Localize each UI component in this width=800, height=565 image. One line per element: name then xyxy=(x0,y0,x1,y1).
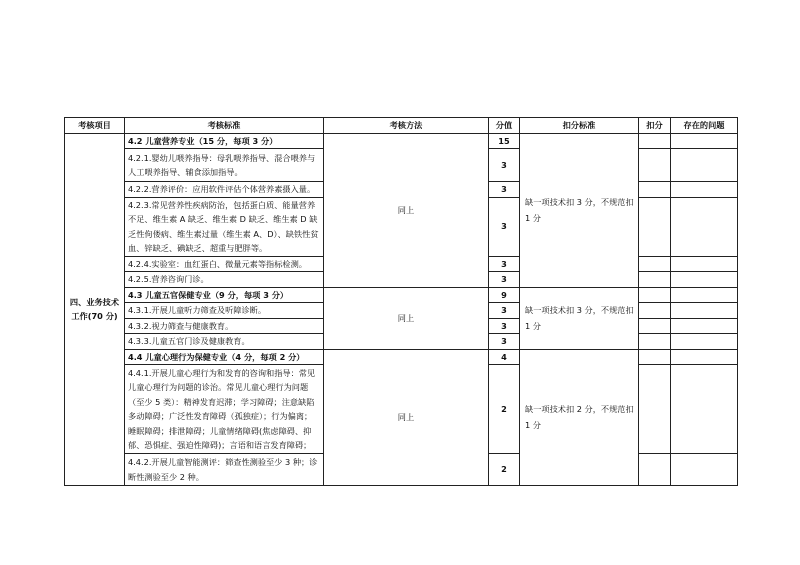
score-cell: 3 xyxy=(489,256,520,272)
category-cell: 四、业务技术工作(70 分) xyxy=(65,133,125,486)
issues-cell[interactable] xyxy=(671,318,738,334)
deduction-rule-cell: 缺一项技术扣 3 分，不规范扣 1 分 xyxy=(520,133,639,287)
deduction-cell[interactable] xyxy=(639,182,671,198)
item-text: 4.2.3.常见营养性疾病防治，包括蛋白质、能量营养不足、维生素 A 缺乏、维生素 D 缺乏、维生素 D 缺乏性佝偻病、维生素过量（维生素 A、D）、缺铁性贫血、锌缺乏、碘缺乏、超重与肥胖等。 xyxy=(125,197,324,256)
item-text: 4.3.2.视力筛查与健康教育。 xyxy=(125,318,324,334)
issues-cell[interactable] xyxy=(671,365,738,454)
score-cell: 3 xyxy=(489,272,520,288)
score-cell: 2 xyxy=(489,454,520,486)
deduction-rule-cell: 缺一项技术扣 3 分，不规范扣 1 分 xyxy=(520,287,639,349)
score-cell: 15 xyxy=(489,133,520,149)
col-header-item: 考核项目 xyxy=(65,118,125,134)
score-cell: 2 xyxy=(489,365,520,454)
col-header-deduction-rule: 扣分标准 xyxy=(520,118,639,134)
item-text: 4.3.1.开展儿童听力筛查及听障诊断。 xyxy=(125,303,324,319)
method-cell: 同上 xyxy=(324,287,489,349)
deduction-cell[interactable] xyxy=(639,349,671,365)
section-head: 4.3 儿童五官保健专业（9 分，每项 3 分） xyxy=(125,287,324,303)
issues-cell[interactable] xyxy=(671,197,738,256)
score-cell: 3 xyxy=(489,149,520,182)
issues-cell[interactable] xyxy=(671,272,738,288)
table-row xyxy=(65,349,738,365)
item-text: 4.2.5.营养咨询门诊。 xyxy=(125,272,324,288)
table-row xyxy=(65,133,738,149)
assessment-table xyxy=(64,117,738,486)
score-cell: 3 xyxy=(489,182,520,198)
deduction-cell[interactable] xyxy=(639,318,671,334)
deduction-cell[interactable] xyxy=(639,303,671,319)
item-text: 4.2.2.营养评价：应用软件评估个体营养素摄入量。 xyxy=(125,182,324,198)
issues-cell[interactable] xyxy=(671,149,738,182)
col-header-deduction: 扣分 xyxy=(639,118,671,134)
section-head: 4.2 儿童营养专业（15 分，每项 3 分） xyxy=(125,133,324,149)
item-text: 4.2.1.婴幼儿喂养指导：母乳喂养指导、混合喂养与人工喂养指导、辅食添加指导。 xyxy=(125,149,324,182)
item-text: 4.4.1.开展儿童心理行为和发育的咨询和指导：常见儿童心理行为问题的诊治。常见儿童心理行为问题（至少 5 类）：精神发育迟滞；学习障碍；注意缺陷多动障碍；广泛性发育障碍（孤独症）；行为偏离；睡眠障碍；排泄障碍；儿童情绪障碍(焦虑障碍、抑郁、恐惧症、强迫性障碍)；言语和语言发育障碍； xyxy=(125,365,324,454)
deduction-cell[interactable] xyxy=(639,365,671,454)
col-header-score: 分值 xyxy=(489,118,520,134)
col-header-method: 考核方法 xyxy=(324,118,489,134)
score-cell: 9 xyxy=(489,287,520,303)
deduction-cell[interactable] xyxy=(639,272,671,288)
method-cell: 同上 xyxy=(324,133,489,287)
header-row xyxy=(65,118,738,134)
deduction-cell[interactable] xyxy=(639,334,671,350)
section-head: 4.4 儿童心理行为保健专业（4 分，每项 2 分） xyxy=(125,349,324,365)
deduction-cell[interactable] xyxy=(639,149,671,182)
deduction-cell[interactable] xyxy=(639,197,671,256)
issues-cell[interactable] xyxy=(671,287,738,303)
table-row xyxy=(65,287,738,303)
deduction-cell[interactable] xyxy=(639,256,671,272)
deduction-cell[interactable] xyxy=(639,133,671,149)
score-cell: 3 xyxy=(489,318,520,334)
col-header-standard: 考核标准 xyxy=(125,118,324,134)
issues-cell[interactable] xyxy=(671,454,738,486)
issues-cell[interactable] xyxy=(671,349,738,365)
item-text: 4.2.4.实验室：血红蛋白、微量元素等指标检测。 xyxy=(125,256,324,272)
deduction-rule-cell: 缺一项技术扣 2 分，不规范扣 1 分 xyxy=(520,349,639,486)
method-cell: 同上 xyxy=(324,349,489,486)
issues-cell[interactable] xyxy=(671,182,738,198)
issues-cell[interactable] xyxy=(671,334,738,350)
score-cell: 3 xyxy=(489,334,520,350)
item-text: 4.3.3.儿童五官门诊及健康教育。 xyxy=(125,334,324,350)
issues-cell[interactable] xyxy=(671,256,738,272)
deduction-cell[interactable] xyxy=(639,454,671,486)
col-header-issues: 存在的问题 xyxy=(671,118,738,134)
issues-cell[interactable] xyxy=(671,133,738,149)
deduction-cell[interactable] xyxy=(639,287,671,303)
score-cell: 3 xyxy=(489,197,520,256)
item-text: 4.4.2.开展儿童智能测评：筛查性测验至少 3 种；诊断性测验至少 2 种。 xyxy=(125,454,324,486)
score-cell: 4 xyxy=(489,349,520,365)
issues-cell[interactable] xyxy=(671,303,738,319)
score-cell: 3 xyxy=(489,303,520,319)
